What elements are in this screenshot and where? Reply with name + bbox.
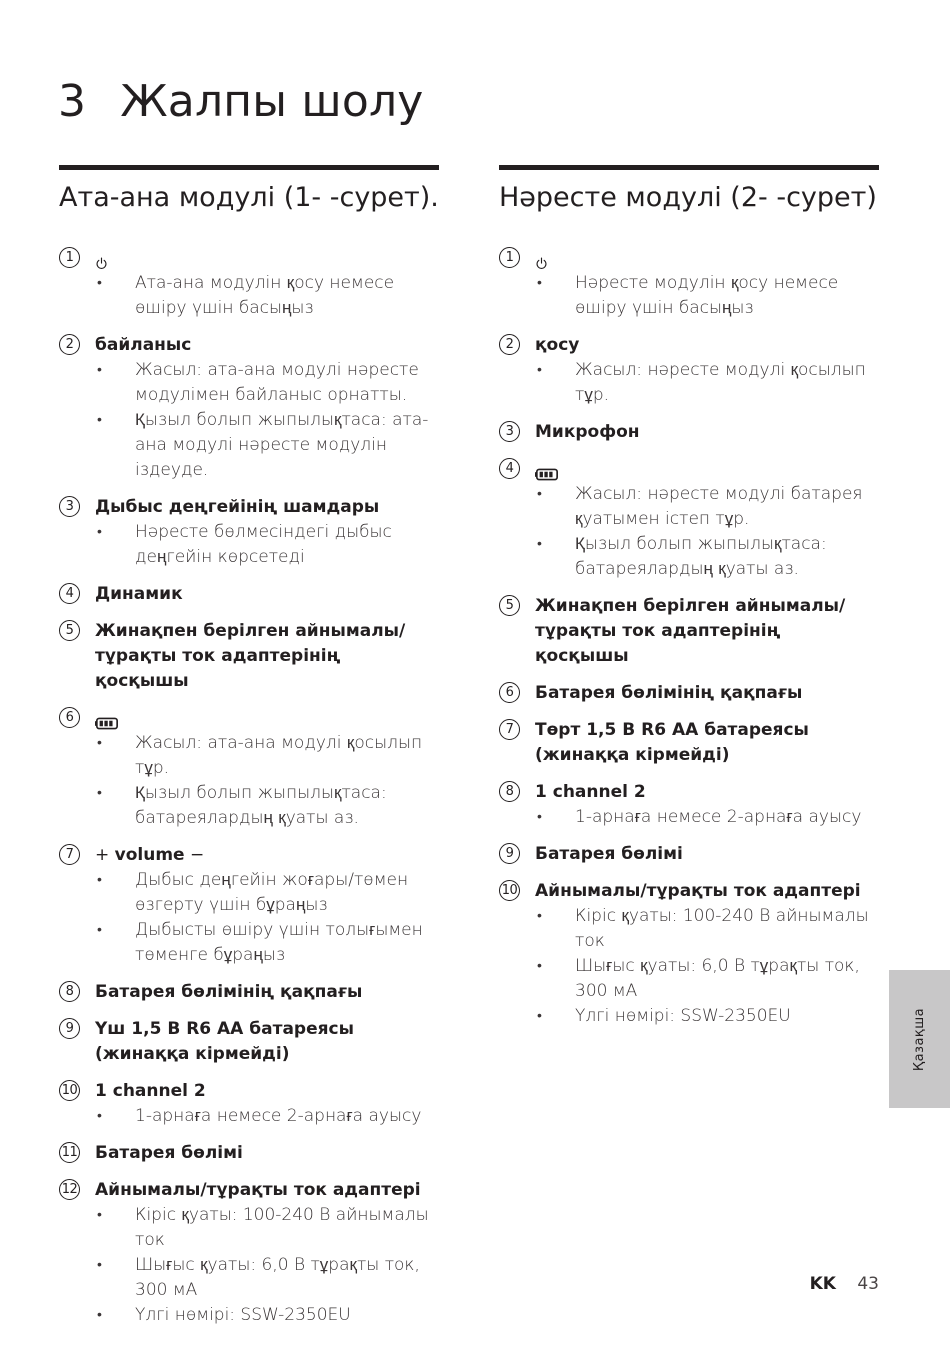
item-heading <box>499 420 879 445</box>
item-number-badge: 8 <box>59 981 80 1002</box>
bullet-item <box>499 482 879 532</box>
bullet-text: Дыбыс деңгейін жоғары/төмен өзгерту үшін бұраңыз <box>135 870 409 915</box>
item-number-badge: 5 <box>499 595 520 616</box>
item-heading <box>499 718 879 768</box>
bullet-list <box>499 271 879 321</box>
parent-unit-item-list <box>59 246 439 1328</box>
item-number-badge: 10 <box>59 1080 80 1101</box>
bullet-dot: • <box>97 1108 102 1124</box>
bullet-item <box>499 271 879 321</box>
bullet-item <box>59 781 439 831</box>
language-tab-label: Қазақша <box>912 1007 928 1071</box>
bullet-item <box>499 358 879 408</box>
bullet-item <box>59 271 439 321</box>
item-title-text: қосу <box>535 335 580 355</box>
item-title <box>535 681 879 706</box>
item-title <box>535 780 879 805</box>
item-title <box>95 495 439 520</box>
bullet-list <box>499 358 879 408</box>
item-number-badge: 10 <box>499 880 520 901</box>
item-number-badge: 1 <box>499 247 520 268</box>
bullet-list <box>59 520 439 570</box>
list-item <box>499 879 879 1029</box>
item-title-text: Төрт 1,5 В R6 AA батареясы (жинаққа кірмейді) <box>535 720 809 765</box>
list-item <box>499 594 879 669</box>
plus-symbol: + <box>95 845 115 865</box>
bullet-item <box>59 358 439 408</box>
item-number-badge: 3 <box>59 496 80 517</box>
bullet-text: Шығыс қуаты: 6,0 В тұрақты ток, 300 мА <box>575 956 860 1001</box>
item-title-text: Батарея бөлімінің қақпағы <box>535 683 803 703</box>
item-heading <box>59 1141 439 1166</box>
bullet-dot: • <box>537 1008 542 1024</box>
bullet-text: Үлгі нөмірі: SSW-2350EU <box>135 1305 351 1325</box>
item-heading <box>59 333 439 358</box>
item-number-badge: 3 <box>499 421 520 442</box>
bullet-dot: • <box>97 524 102 540</box>
list-item <box>499 457 879 582</box>
list-item <box>499 246 879 321</box>
item-title <box>95 582 439 607</box>
bullet-text: Кіріс қуаты: 100-240 В айнымалы ток <box>575 906 869 951</box>
item-title <box>535 879 879 904</box>
item-heading <box>499 457 879 482</box>
list-item <box>59 246 439 321</box>
item-heading <box>499 333 879 358</box>
bullet-list <box>59 1203 439 1328</box>
item-title-text: 1 channel 2 <box>535 782 646 802</box>
bullet-item <box>499 1004 879 1029</box>
bullet-text: Ата-ана модулін қосу немесе өшіру үшін басыңыз <box>135 273 395 318</box>
item-title-text: Айнымалы/тұрақты ток адаптері <box>95 1180 421 1200</box>
chapter-title <box>58 76 424 127</box>
item-title-text: Дыбыс деңгейінің шамдары <box>95 497 380 517</box>
bullet-item <box>499 805 879 830</box>
list-item <box>59 706 439 831</box>
bullet-text: Қызыл болып жыпылықтаса: ата-ана модулі нәресте модулін іздеуде. <box>135 410 429 480</box>
item-heading <box>59 582 439 607</box>
item-number-badge: 7 <box>59 844 80 865</box>
bullet-text: Қызыл болып жыпылықтаса: батареялардың қуаты аз. <box>135 783 387 828</box>
list-item <box>59 980 439 1005</box>
battery-icon <box>535 464 559 477</box>
bullet-dot: • <box>537 958 542 974</box>
item-title-text: Динамик <box>95 584 183 604</box>
list-item <box>59 1079 439 1129</box>
bullet-item <box>499 532 879 582</box>
bullet-dot: • <box>97 1257 102 1273</box>
bullet-item <box>59 520 439 570</box>
item-title <box>95 333 439 358</box>
item-heading <box>59 980 439 1005</box>
baby-unit-item-list <box>499 246 879 1029</box>
bullet-text: Кіріс қуаты: 100-240 В айнымалы ток <box>135 1205 429 1250</box>
item-title <box>535 718 879 768</box>
bullet-dot: • <box>537 908 542 924</box>
page-footer <box>810 1274 879 1294</box>
bullet-dot: • <box>537 275 542 291</box>
item-number-badge: 12 <box>59 1179 80 1200</box>
item-heading <box>59 706 439 731</box>
bullet-list <box>59 868 439 968</box>
bullet-text: Шығыс қуаты: 6,0 В тұрақты ток, 300 мА <box>135 1255 420 1300</box>
item-title-text: Жинақпен берілген айнымалы/тұрақты ток адаптерінің қосқышы <box>95 621 406 691</box>
bullet-dot: • <box>97 922 102 938</box>
item-number-badge: 6 <box>59 707 80 728</box>
bullet-text: Жасыл: нәресте модулі батарея қуатымен істеп тұр. <box>575 484 863 529</box>
item-title <box>95 980 439 1005</box>
item-title <box>95 843 439 868</box>
bullet-list <box>499 482 879 582</box>
item-heading <box>499 246 879 271</box>
item-title-text: Микрофон <box>535 422 640 442</box>
bullet-dot: • <box>97 872 102 888</box>
bullet-text: Жасыл: ата-ана модулі қосылып тұр. <box>135 733 423 778</box>
item-number-badge: 4 <box>59 583 80 604</box>
item-heading <box>59 619 439 694</box>
item-heading <box>499 842 879 867</box>
item-number-badge: 7 <box>499 719 520 740</box>
bullet-text: Жасыл: ата-ана модулі нәресте модулімен байланыс орнатты. <box>135 360 419 405</box>
item-title <box>95 706 439 731</box>
bullet-dot: • <box>537 536 542 552</box>
bullet-text: Нәресте бөлмесіндегі дыбыс деңгейін көрсетеді <box>135 522 392 567</box>
item-number-badge: 9 <box>59 1018 80 1039</box>
section-title-parent-unit: Ата-ана модулі (1- -сурет). <box>59 182 439 213</box>
bullet-dot: • <box>97 735 102 751</box>
item-number-badge: 1 <box>59 247 80 268</box>
item-title <box>95 1017 439 1067</box>
bullet-dot: • <box>97 362 102 378</box>
baby-unit-column <box>499 165 879 1041</box>
bullet-list <box>59 1104 439 1129</box>
bullet-dot: • <box>97 1307 102 1323</box>
item-title <box>95 1079 439 1104</box>
item-title <box>95 246 439 271</box>
bullet-item <box>59 868 439 918</box>
bullet-list <box>59 731 439 831</box>
item-title <box>535 594 879 669</box>
item-number-badge: 2 <box>59 334 80 355</box>
bullet-item <box>499 954 879 1004</box>
language-side-tab <box>889 970 950 1108</box>
item-number-badge: 2 <box>499 334 520 355</box>
item-heading <box>499 879 879 904</box>
minus-symbol: − <box>184 845 205 865</box>
item-heading <box>499 681 879 706</box>
list-item <box>499 842 879 867</box>
item-heading <box>59 495 439 520</box>
list-item <box>59 843 439 968</box>
item-title <box>95 1178 439 1203</box>
item-heading <box>59 1079 439 1104</box>
list-item <box>59 1017 439 1067</box>
bullet-dot: • <box>537 486 542 502</box>
item-heading <box>59 246 439 271</box>
item-number-badge: 5 <box>59 620 80 641</box>
item-title <box>535 420 879 445</box>
bullet-dot: • <box>537 809 542 825</box>
bullet-text: 1-арнаға немесе 2-арнаға ауысу <box>575 807 862 827</box>
bullet-dot: • <box>97 1207 102 1223</box>
bullet-text: Жасыл: нәресте модулі қосылып тұр. <box>575 360 866 405</box>
item-title-text: байланыс <box>95 335 192 355</box>
parent-unit-column <box>59 165 439 1340</box>
bullet-item <box>59 408 439 483</box>
item-title <box>535 842 879 867</box>
bullet-dot: • <box>97 785 102 801</box>
item-number-badge: 4 <box>499 458 520 479</box>
bullet-text: Нәресте модулін қосу немесе өшіру үшін басыңыз <box>575 273 839 318</box>
list-item <box>499 681 879 706</box>
item-heading <box>59 1178 439 1203</box>
item-number-badge: 11 <box>59 1142 80 1163</box>
list-item <box>59 582 439 607</box>
item-heading <box>499 594 879 669</box>
power-icon <box>535 253 548 266</box>
power-icon <box>95 253 108 266</box>
list-item <box>499 333 879 408</box>
bullet-item <box>59 731 439 781</box>
list-item <box>59 495 439 570</box>
bullet-item <box>59 1104 439 1129</box>
battery-icon <box>95 713 119 726</box>
section-title-baby-unit: Нәресте модулі (2- -сурет) <box>499 182 877 213</box>
item-title-text: Айнымалы/тұрақты ток адаптері <box>535 881 861 901</box>
bullet-list <box>59 271 439 321</box>
chapter-number: 3 <box>58 76 87 127</box>
page-number: 43 <box>857 1274 879 1294</box>
bullet-text: Үлгі нөмірі: SSW-2350EU <box>575 1006 791 1026</box>
list-item <box>499 420 879 445</box>
list-item <box>59 333 439 483</box>
item-heading <box>59 1017 439 1067</box>
list-item <box>59 619 439 694</box>
bullet-item <box>59 1253 439 1303</box>
bullet-text: Дыбысты өшіру үшін толығымен төменге бұраңыз <box>135 920 423 965</box>
list-item <box>59 1178 439 1328</box>
list-item <box>59 1141 439 1166</box>
column-rule <box>59 165 439 170</box>
bullet-item <box>59 1203 439 1253</box>
bullet-item <box>59 918 439 968</box>
item-number-badge: 9 <box>499 843 520 864</box>
item-heading <box>499 780 879 805</box>
chapter-title-text: Жалпы шолу <box>120 76 424 127</box>
item-title-text: volume <box>114 845 185 865</box>
item-title-text: 1 channel 2 <box>95 1081 206 1101</box>
list-item <box>499 780 879 830</box>
item-title <box>535 457 879 482</box>
bullet-list <box>499 805 879 830</box>
bullet-dot: • <box>97 412 102 428</box>
item-title-text: Батарея бөлімі <box>95 1143 243 1163</box>
list-item <box>499 718 879 768</box>
item-number-badge: 6 <box>499 682 520 703</box>
bullet-text: Қызыл болып жыпылықтаса: батареялардың қуаты аз. <box>575 534 827 579</box>
item-number-badge: 8 <box>499 781 520 802</box>
bullet-dot: • <box>537 362 542 378</box>
bullet-list <box>59 358 439 483</box>
item-heading <box>59 843 439 868</box>
item-title <box>535 333 879 358</box>
item-title <box>535 246 879 271</box>
footer-language-code: KK <box>809 1274 836 1294</box>
bullet-dot: • <box>97 275 102 291</box>
item-title <box>95 1141 439 1166</box>
bullet-item <box>59 1303 439 1328</box>
item-title-text: Жинақпен берілген айнымалы/тұрақты ток адаптерінің қосқышы <box>535 596 846 666</box>
item-title-text: Батарея бөлімі <box>535 844 683 864</box>
item-title-text: Батарея бөлімінің қақпағы <box>95 982 363 1002</box>
bullet-item <box>499 904 879 954</box>
column-rule <box>499 165 879 170</box>
item-title-text: Үш 1,5 В R6 AA батареясы (жинаққа кірмейді) <box>95 1019 354 1064</box>
bullet-text: 1-арнаға немесе 2-арнаға ауысу <box>135 1106 422 1126</box>
item-title <box>95 619 439 694</box>
bullet-list <box>499 904 879 1029</box>
